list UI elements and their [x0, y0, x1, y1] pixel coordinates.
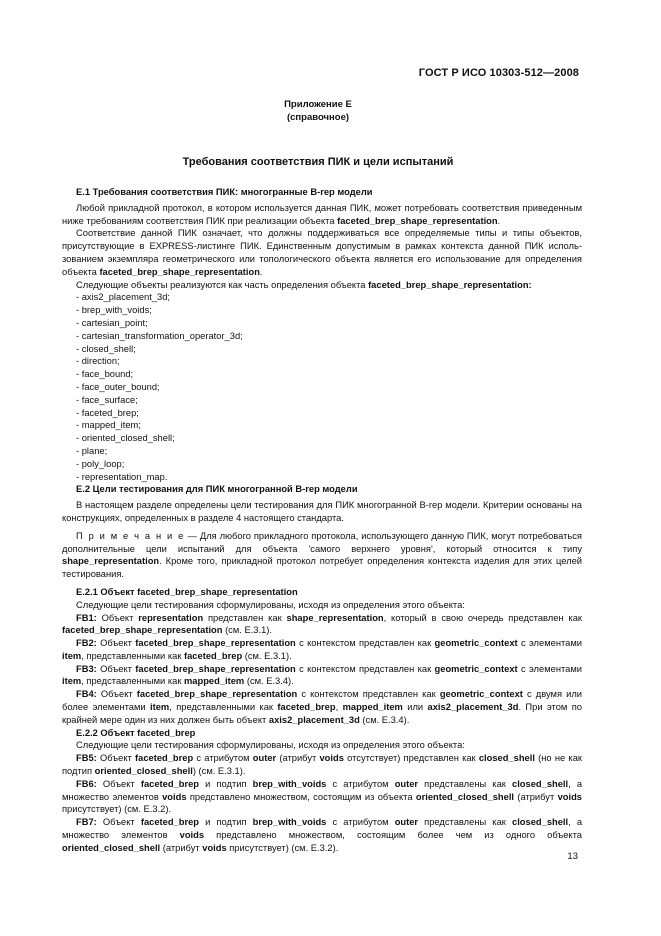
e1-paragraph-1: Любой прикладной протокол, в котором используется данная ПИК, может потребовать соответствия приведенным ниже требованиям соответствия ПИК при реализации объекта faceted_brep_shape_representation.: [62, 202, 582, 226]
list-item: - cartesian_transformation_operator_3d;: [62, 330, 582, 343]
fb7-paragraph: FB7: Объект faceted_brep и подтип brep_with_voids с атрибутом outer представлены как closed_shell, а множество элементов voids представлено множеством, состоящим более чем из одного объекта oriented_closed_shell (атрибут voids присутствует) (см. Е.3.2).: [62, 817, 583, 853]
main-title: Требования соответствия ПИК и цели испытаний: [182, 156, 454, 168]
list-item: - axis2_placement_3d;: [62, 291, 582, 304]
e21-intro: Следующие цели тестирования сформулированы, исходя из определения этого объекта:: [76, 599, 465, 610]
list-item: - face_surface;: [62, 394, 582, 407]
fb2-paragraph: FB2: Объект faceted_brep_shape_representation с контекстом представлен как geometric_context с элементами item, представленными как faceted_brep (см. Е.3.1).: [62, 638, 582, 661]
list-item: - representation_map.: [62, 471, 582, 484]
fb5-paragraph: FB5: Объект faceted_brep с атрибутом outer (атрибут voids отсутствует) представлен как closed_shell (но не как подтип oriented_closed_shell) (см. Е.3.1).: [62, 753, 582, 777]
list-item: - poly_loop;: [62, 458, 582, 471]
list-item: - brep_with_voids;: [62, 304, 582, 317]
section-e1-heading: Е.1 Требования соответствия ПИК: многогранные B-rep модели: [76, 187, 373, 197]
entity-list: [62, 291, 582, 483]
annex-heading: [0, 99, 636, 124]
list-item: - face_bound;: [62, 368, 582, 381]
section-e21-heading: Е.2.1 Объект faceted_brep_shape_representation: [76, 586, 298, 597]
fb4-paragraph: FB4: Объект faceted_brep_shape_representation с контекстом представлен как geometric_context с двумя или более элементами item, представленными как faceted_brep, mapped_item или axis2_placement_3d. При этом по крайней мере один из них должен быть объект axis2_placement_3d (см. Е.3.4).: [62, 689, 582, 725]
section-e2-heading: Е.2 Цели тестирования для ПИК многогранной B-rep модели: [76, 484, 358, 495]
list-item: - oriented_closed_shell;: [62, 432, 582, 445]
document-id: ГОСТ Р ИСО 10303-512—2008: [418, 67, 579, 79]
list-item: - plane;: [62, 445, 582, 458]
note: П р и м е ч а н и е — Для любого прикладного протокола, использующего данную ПИК, могут потребоваться дополнительные цели испытаний для объекта 'самого верхнего уровня', который относится к типу shape_representation. Кроме того, прикладной протокол потребует определения контекста изделия для этих целей тестирования.: [62, 530, 582, 580]
list-item: - direction;: [62, 355, 582, 368]
fb3-paragraph: FB3: Объект faceted_brep_shape_representation с контекстом представлен как geometric_context с элементами item, представленными как mapped_item (см. Е.3.4).: [62, 663, 582, 687]
list-item: - cartesian_point;: [62, 317, 582, 330]
e22-intro: Следующие цели тестирования сформулированы, исходя из определения этого объекта:: [76, 740, 465, 751]
fb6-paragraph: FB6: Объект faceted_brep и подтип brep_with_voids с атрибутом outer представлены как closed_shell, а множество элементов voids представлено множеством, состоящим из объекта oriented_closed_shell (атрибут voids присутствует) (см. Е.3.2).: [62, 778, 583, 815]
e2-paragraph-1: В настоящем разделе определены цели тестирования для ПИК многогранной B-rep модели. Критерии основаны на конструкциях, определенных в разделе 4 настоящего стандарта.: [62, 500, 582, 523]
list-item: - face_outer_bound;: [62, 381, 582, 394]
fb1-paragraph: FB1: Объект representation представлен как shape_representation, который в свою очередь представлен как faceted_brep_shape_representation (см. Е.3.1).: [62, 612, 583, 636]
list-item: - faceted_brep;: [62, 407, 582, 420]
annex-title: Приложение Е: [284, 99, 352, 110]
e1-paragraph-3: Следующие объекты реализуются как часть определения объекта faceted_brep_shape_representation:: [76, 279, 532, 290]
e1-paragraph-2: Соответствие данной ПИК означает, что должны поддерживаться все определяемые типы и типы объектов, присутствующие в EXPRESS-листинге ПИК. Единственным допустимым в рамках контекста данной ПИК использованием экземпляра геометрического или топологического объекта является его использование для определения объекта faceted_brep_shape_representation.: [62, 228, 582, 277]
page-number: 13: [567, 851, 578, 862]
section-e22-heading: Е.2.2 Объект faceted_brep: [76, 727, 196, 738]
annex-type: (справочное): [286, 111, 350, 123]
list-item: - mapped_item;: [62, 419, 582, 432]
content: [62, 186, 582, 855]
list-item: - closed_shell;: [62, 343, 582, 356]
